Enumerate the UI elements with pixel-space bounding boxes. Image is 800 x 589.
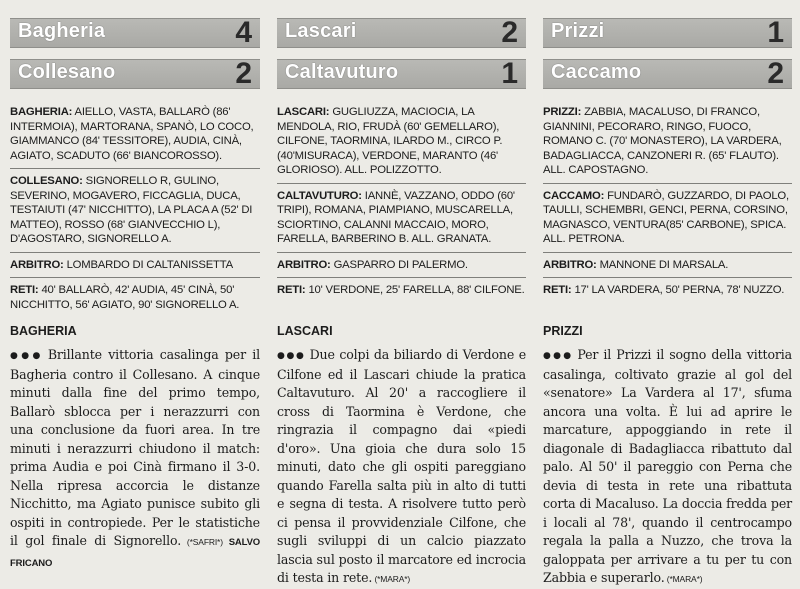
referee xyxy=(543,258,792,279)
referee-text: MANNONE DI MARSALA. xyxy=(596,258,729,271)
article-author: SALVO FRICANO xyxy=(10,537,260,569)
article-title: BAGHERIA xyxy=(10,324,77,338)
referee-text: LOMBARDO DI CALTANISSETTA xyxy=(63,258,233,271)
referee xyxy=(277,258,526,279)
away-lineup xyxy=(277,189,526,253)
article-body xyxy=(277,346,526,589)
article-text: Per il Prizzi il sogno della vittoria casalinga, coltivato grazie al gol del «senatore» La Vardera al 17', sfuma ancora una volta. È lui ad aprire le marcature, appoggiando in rete il diagonale di Badagliacca ribattuto dal palo. Al 50' il pareggio con Perna che devia di testa in rete una ribattuta corta di Macaluso. La doccia fredda per i locali al 78', quando il centrocampo regala la palla a Nuzzo, che trova la galoppata per arrivare a tu per tu con Zabbia e superarlo. xyxy=(543,347,793,585)
away-team-score: 2 xyxy=(235,57,252,90)
bullet-dots-icon: ●●● xyxy=(543,351,574,361)
goals xyxy=(277,283,526,303)
home-lineup-label: BAGHERIA: xyxy=(10,106,73,118)
away-score-bar xyxy=(10,59,260,89)
article-text: Due colpi da biliardo di Verdone e Cilfone ed il Lascari chiude la pratica Caltavuturo. Al 20' a raccogliere il cross di Taormina è Verdone, che ringrazia il compagno dai «piedi d'oro». Una gioia che dura solo 15 minuti, dato che gli ospiti pareggiano quando Farella salta più in alto di tutti e segna di testa. A risolvere tutto però ci pensa il provvidenziale Cilfone, che sugli sviluppi di un calcio piazzato lascia sul posto il marcatore ed incrocia di testa in rete. xyxy=(277,347,526,585)
away-lineup-text: FUNDARÒ, GUZZARDO, DI PAOLO, TAULLI, SCHEMBRI, GENCI, PERNA, CORSINO, MAGNASCO, VENTURA(85' CARBONE), SPICA. ALL. PETRONA. xyxy=(543,189,789,245)
home-lineup-text: AIELLO, VASTA, BALLARÒ (86' INTERMOIA), MARTORANA, SPANÒ, LO COCO, GIAMMANCO (84' TESSITORE), AUDIA, CINÀ, AGIATO, SCADUTO (66' BIANCOROSSO). xyxy=(10,106,254,162)
away-team-name: Caltavuturo xyxy=(285,61,399,83)
away-lineup-text: SIGNORELLO R, GULINO, SEVERINO, MOGAVERO, FICCAGLIA, DUCA, TESTAIUTI (47' NICCHITTO), LA PLACA A (52' DI MATTEO), ROSSO (68' GIANVECCHIO L), D'AGOSTARO, SIGNORELLO A. xyxy=(10,175,253,245)
goals xyxy=(543,283,792,303)
home-lineup-label: LASCARI: xyxy=(277,106,330,118)
article-title: PRIZZI xyxy=(543,324,583,338)
home-score-bar xyxy=(543,18,792,48)
home-team-score: 1 xyxy=(767,16,784,49)
referee-text: GASPARRO DI PALERMO. xyxy=(330,258,468,271)
home-score-bar xyxy=(277,18,526,48)
article-signature: (*MARA*) xyxy=(372,574,411,584)
article-title: LASCARI xyxy=(277,324,333,338)
goals-label: RETI: xyxy=(277,284,306,296)
home-lineup-label: PRIZZI: xyxy=(543,106,582,118)
away-lineup-label: CALTAVUTURO: xyxy=(277,189,362,202)
referee-label: ARBITRO: xyxy=(543,258,597,271)
home-score-bar xyxy=(10,18,260,48)
away-lineup-label: CACCAMO: xyxy=(543,189,605,202)
away-lineup-label: COLLESANO: xyxy=(10,175,83,187)
away-score-bar xyxy=(543,59,792,89)
home-team-name: Bagheria xyxy=(18,20,106,42)
bullet-dots-icon: ●●● xyxy=(277,351,306,361)
match-box xyxy=(543,105,792,303)
away-team-score: 2 xyxy=(767,57,784,90)
home-team-score: 4 xyxy=(235,16,252,49)
away-lineup xyxy=(543,189,792,253)
away-lineup xyxy=(10,174,260,253)
goals-text: 10' VERDONE, 25' FARELLA, 88' CILFONE. xyxy=(305,284,525,296)
goals-text: 17' LA VARDERA, 50' PERNA, 78' NUZZO. xyxy=(571,284,785,296)
home-team-score: 2 xyxy=(501,16,518,49)
bullet-dots-icon: ●●● xyxy=(10,351,44,361)
home-lineup-text: GUGLIUZZA, MACIOCIA, LA MENDOLA, RIO, FRUDÀ (60' GEMELLARO), CILFONE, TAORMINA, ILARDO M., CIRCO P. (40'MISURACA), VERDONE, MARANTO (46' GLORIOSO). ALL. POLIZZOTTO. xyxy=(277,106,503,176)
article-body xyxy=(10,346,260,573)
away-lineup-text: IANNÈ, VAZZANO, ODDO (60' TRIPI), ROMANA, PIAMPIANO, MUSCARELLA, SCIORTINO, CALANNI MACCAIO, MORO, FARELLA, BARBERINO B. ALL. GRANATA. xyxy=(277,189,515,245)
referee xyxy=(10,258,260,279)
home-lineup-text: ZABBIA, MACALUSO, DI FRANCO, GIANNINI, PECORARO, RINGO, FUOCO, ROMANO C. (70' MONASTERO), LA VARDERA, BADAGLIACCA, CANZONERI R. (65' FLAUTO). ALL. CAPOSTAGNO. xyxy=(543,106,782,176)
goals-label: RETI: xyxy=(543,284,572,296)
home-lineup xyxy=(277,105,526,184)
match-box xyxy=(10,105,260,317)
home-lineup xyxy=(10,105,260,169)
article-signature: (*MARA*) xyxy=(664,574,703,584)
article-body xyxy=(543,346,792,589)
away-team-name: Collesano xyxy=(18,61,116,83)
goals-label: RETI: xyxy=(10,284,39,296)
home-team-name: Prizzi xyxy=(551,20,605,42)
article-signature: (*SAFRI*) xyxy=(181,537,229,547)
referee-label: ARBITRO: xyxy=(10,258,64,271)
away-team-score: 1 xyxy=(501,57,518,90)
home-team-name: Lascari xyxy=(285,20,357,42)
home-lineup xyxy=(543,105,792,184)
goals-text: 40' BALLARÒ, 42' AUDIA, 45' CINÀ, 50' NICCHITTO, 56' AGIATO, 90' SIGNORELLO A. xyxy=(10,284,240,311)
away-score-bar xyxy=(277,59,526,89)
article-text: Brillante vittoria casalinga per il Bagheria contro il Collesano. A cinque minuti dalla fine del primo tempo, Ballarò sblocca per i nerazzurri con una conclusione da fuori area. In tre minuti i nerazzurri chiudono il match: prima Audia e poi Cinà firmano il 3-0. Nella ripresa accorcia le distanze Nicchitto, ma Agiato punisce subito gli ospiti in contropiede. Per le statistiche il gol finale di Signorello. xyxy=(10,347,260,548)
match-column-2 xyxy=(277,0,526,589)
referee-label: ARBITRO: xyxy=(277,258,331,271)
goals xyxy=(10,283,260,317)
match-column-1 xyxy=(10,0,260,589)
match-box xyxy=(277,105,526,303)
away-team-name: Caccamo xyxy=(551,61,642,83)
match-column-3 xyxy=(543,0,792,589)
